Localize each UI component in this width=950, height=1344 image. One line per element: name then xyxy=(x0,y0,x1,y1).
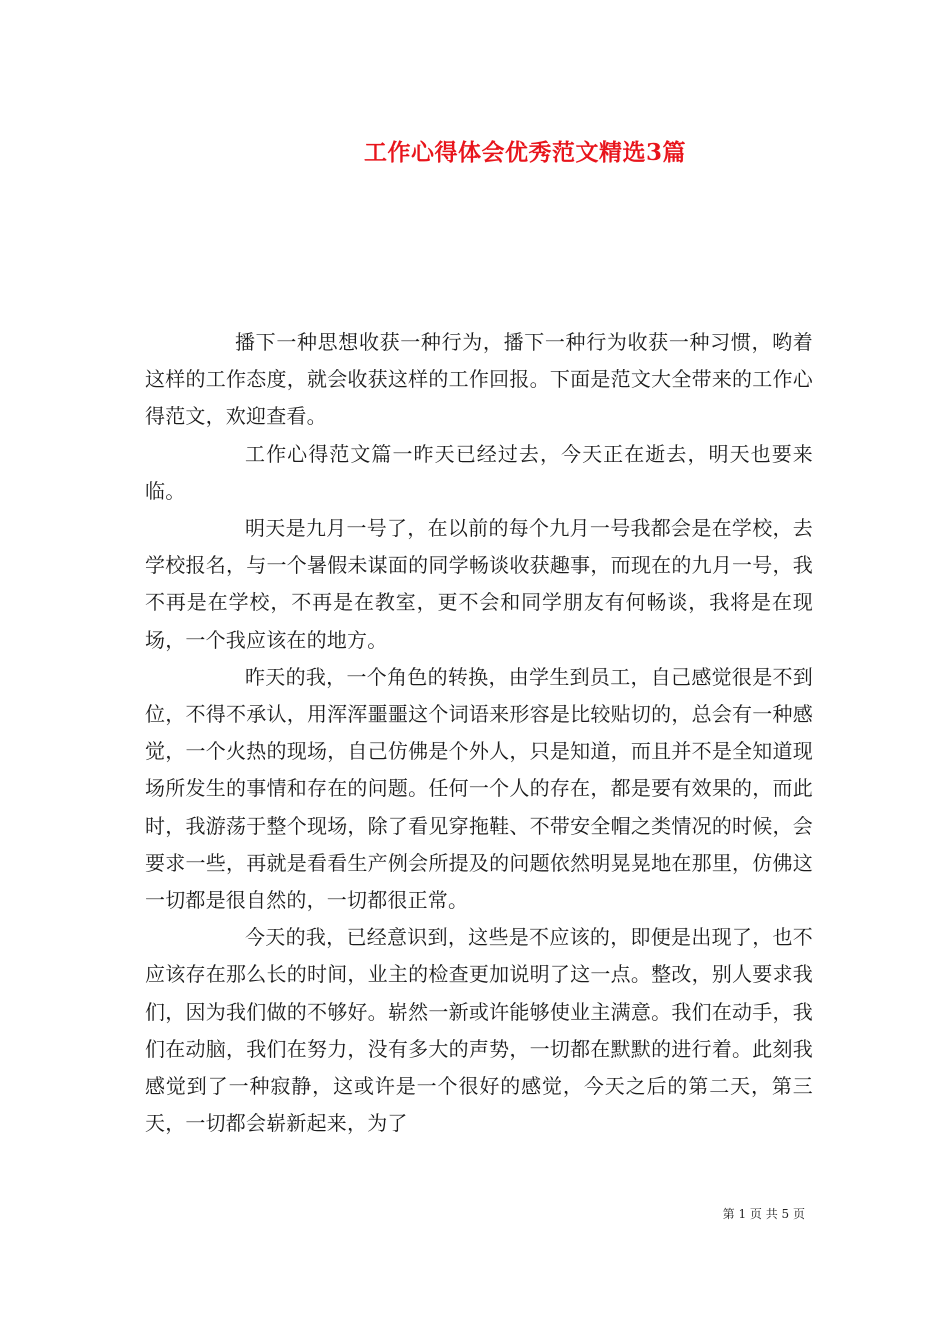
document-body xyxy=(145,324,813,1142)
paragraph-today: 今天的我，已经意识到，这些是不应该的，即便是出现了，也不应该存在那么长的时间，业主的检查更加说明了这一点。整改，别人要求我们，因为我们做的不够好。崭然一新或许能够使业主满意。我们在动手，我们在动脑，我们在努力，没有多大的声势，一切都在默默的进行着。此刻我感觉到了一种寂静，这或许是一个很好的感觉，今天之后的第二天，第三天，一切都会崭新起来，为了 xyxy=(145,925,813,1136)
paragraph-yesterday: 昨天的我，一个角色的转换，由学生到员工，自己感觉很是不到位，不得不承认，用浑浑噩噩这个词语来形容是比较贴切的，总会有一种感觉，一个火热的现场，自己仿佛是个外人，只是知道，而且并不是全知道现场所发生的事情和存在的问题。任何一个人的存在，都是要有效果的，而此时，我游荡于整个现场，除了看见穿拖鞋、不带安全帽之类情况的时候，会要求一些，再就是看看生产例会所提及的问题依然明晃晃地在那里，仿佛这一切都是很自然的，一切都很正常。 xyxy=(145,664,813,913)
paragraph-september-first: 明天是九月一号了，在以前的每个九月一号我都会是在学校，去学校报名，与一个暑假未谋面的同学畅谈收获趣事，而现在的九月一号，我不再是在学校，不再是在教室，更不会和同学朋友有何畅谈，我将是在现场，一个我应该在的地方。 xyxy=(145,516,813,652)
paragraph-intro: 播下一种思想收获一种行为，播下一种行为收获一种习惯，哟着这样的工作态度，就会收获这样的工作回报。下面是范文大全带来的工作心得范文，欢迎查看。 xyxy=(145,330,813,429)
paragraph-essay-one-opening: 工作心得范文篇一昨天已经过去，今天正在逝去，明天也要来临。 xyxy=(145,441,813,503)
page-number-footer: 第 1 页 共 5 页 xyxy=(722,1207,805,1221)
document-title: 工作心得体会优秀范文精选3篇 xyxy=(363,139,686,166)
